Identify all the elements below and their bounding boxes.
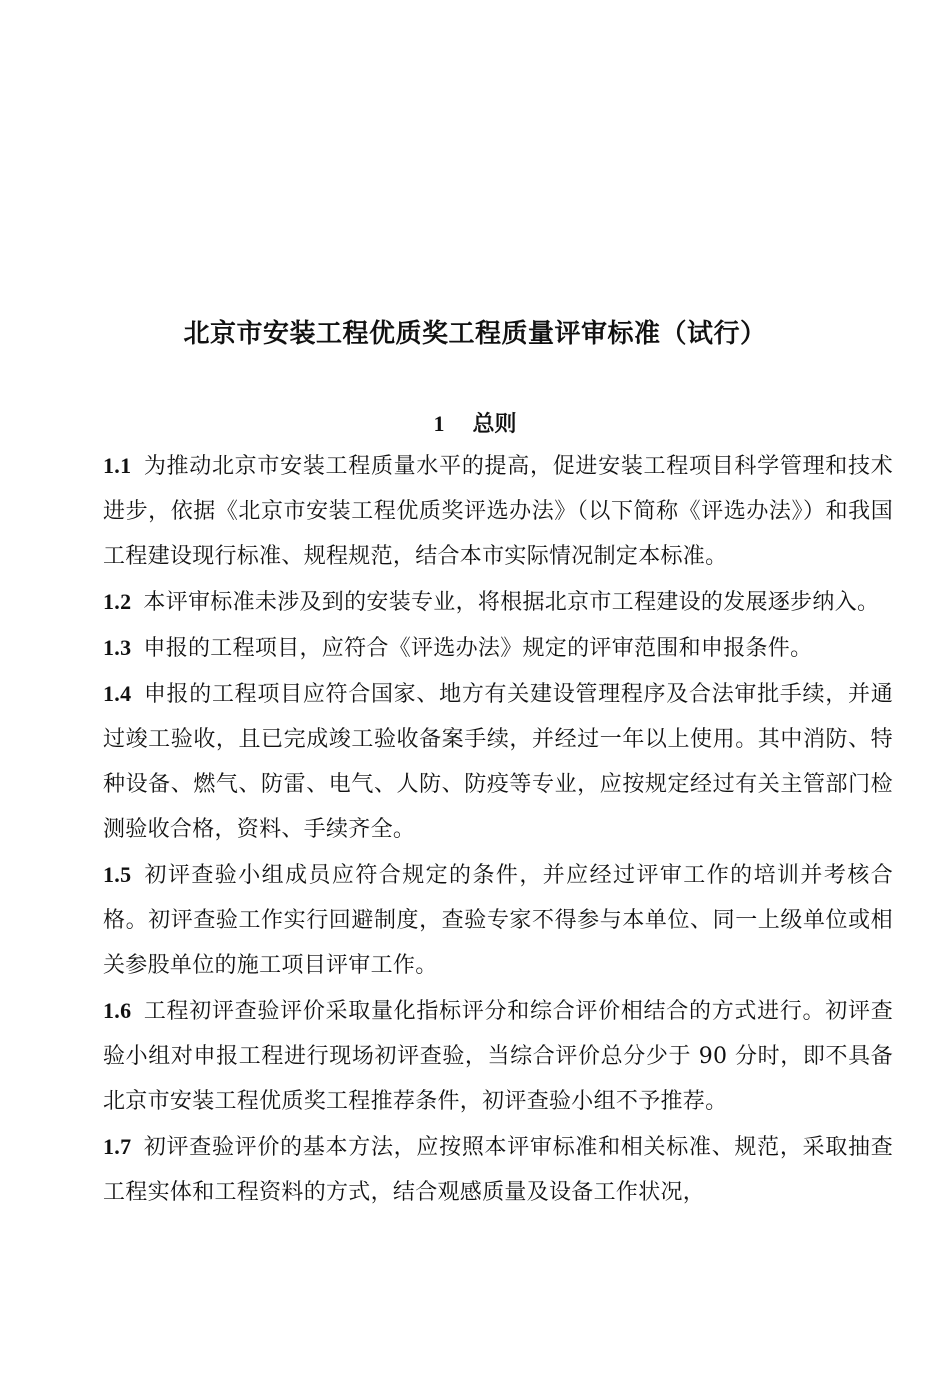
clause-number: 1.3	[103, 635, 132, 660]
clause-number: 1.1	[103, 453, 132, 478]
clause-1-6	[103, 988, 893, 1124]
clause-number: 1.5	[103, 862, 132, 887]
clause-1-4	[103, 671, 893, 852]
clause-1-2	[103, 579, 893, 625]
clause-text: 为推动北京市安装工程质量水平的提高，促进安装工程项目科学管理和技术进步，依据《北京市安装工程优质奖评选办法》（以下简称《评选办法》）和我国工程建设现行标准、规程规范，结合本市实际情况制定本标准。	[103, 454, 893, 569]
clause-text: 初评查验评价的基本方法，应按照本评审标准和相关标准、规范，采取抽查工程实体和工程资料的方式，结合观感质量及设备工作状况，	[103, 1135, 893, 1205]
clause-number: 1.6	[103, 998, 132, 1023]
clause-text: 初评查验小组成员应符合规定的条件，并应经过评审工作的培训并考核合格。初评查验工作实行回避制度，查验专家不得参与本单位、同一上级单位或相关参股单位的施工项目评审工作。	[103, 863, 893, 978]
clause-1-5	[103, 852, 893, 988]
clause-text: 申报的工程项目，应符合《评选办法》规定的评审范围和申报条件。	[143, 636, 813, 661]
clause-text: 本评审标准未涉及到的安装专业，将根据北京市工程建设的发展逐步纳入。	[143, 590, 880, 615]
section-number: 1	[433, 411, 445, 436]
clause-number: 1.4	[103, 681, 132, 706]
clause-text: 工程初评查验评价采取量化指标评分和综合评价相结合的方式进行。初评查验小组对申报工程进行现场初评查验，当综合评价总分少于 90 分时，即不具备北京市安装工程优质奖工程推荐条件，初评查验小组不予推荐。	[103, 999, 893, 1114]
document-body	[103, 443, 893, 1215]
clause-1-1	[103, 443, 893, 579]
clause-1-3	[103, 625, 893, 671]
clause-text: 申报的工程项目应符合国家、地方有关建设管理程序及合法审批手续，并通过竣工验收，且已完成竣工验收备案手续，并经过一年以上使用。其中消防、特种设备、燃气、防雷、电气、人防、防疫等专业，应按规定经过有关主管部门检测验收合格，资料、手续齐全。	[103, 682, 893, 842]
clause-number: 1.7	[103, 1134, 132, 1159]
clause-1-7	[103, 1124, 893, 1215]
section-heading	[0, 408, 950, 441]
section-label: 总则	[472, 412, 517, 437]
clause-number: 1.2	[103, 589, 132, 614]
document-title: 北京市安装工程优质奖工程质量评审标准（试行）	[183, 319, 767, 349]
